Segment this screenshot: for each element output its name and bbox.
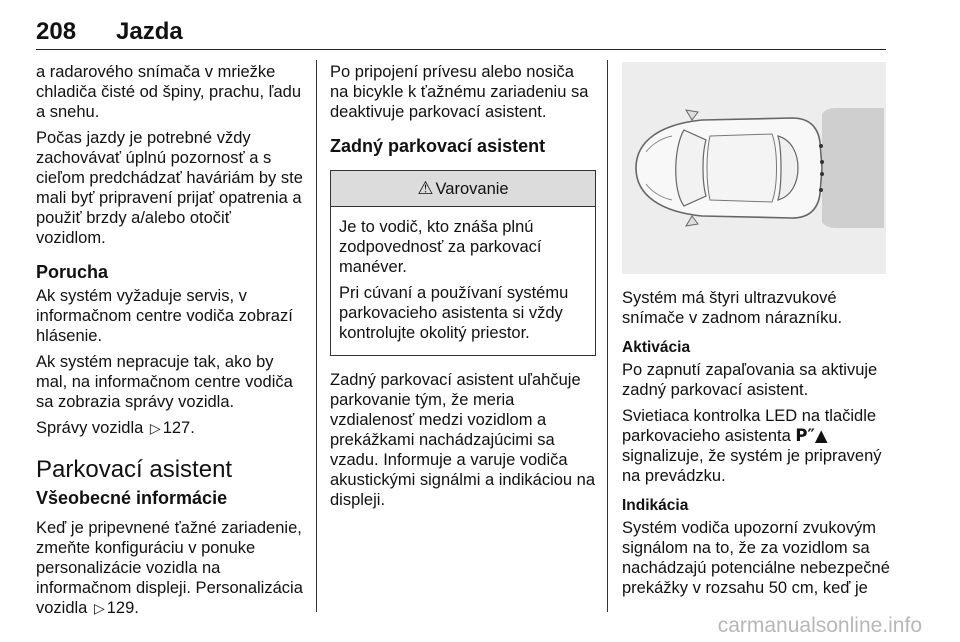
page-reference[interactable]: 127. [162, 419, 195, 437]
figure-caption: Systém má štyri ultrazvukové snímače v zadnom nárazníku. [622, 289, 843, 327]
column-divider-1 [316, 60, 317, 612]
paragraph: Ak systém vyžaduje servis, v informačnom centre vodiča zobrazí hlásenie. [36, 287, 293, 345]
page-reference[interactable]: 129. [106, 599, 139, 617]
page-header [36, 14, 886, 50]
warning-box [330, 170, 596, 356]
heading-parking-assist: Parkovací asistent [36, 456, 233, 483]
warning-body [331, 207, 595, 355]
column-divider-2 [607, 60, 608, 612]
page-number: 208 [36, 18, 77, 45]
paragraph: Pri cúvaní a používaní systému parkovacieho asistenta si vždy kontrolujte okolitý priestor. [339, 284, 569, 342]
column-2 [330, 62, 596, 516]
heading-rear-parking-assist: Zadný parkovací asistent [330, 136, 546, 156]
car-top-view-icon [622, 62, 886, 274]
paragraph: Po zapnutí zapaľovania sa aktivuje zadný parkovací asistent. [622, 361, 878, 399]
paragraph: Počas jazdy je potrebné vždy zachovávať úplnú pozornosť a s cieľom predchádzať haváriám by ste mali byť pripravení prijať opatrenia a použiť brzdy a/alebo otočiť vozidlom. [36, 129, 303, 247]
paragraph: Je to vodič, kto znáša plnú zodpovednosť za parkovací manéver. [339, 218, 542, 276]
paragraph-led: Svietiaca kontrolka LED na tlačidle parkovacieho asistenta P″▲ signalizuje, že systém je pripravený na prevádzku. [622, 407, 882, 485]
paragraph-vehicle-messages: Správy vozidla ▷ 127. [36, 419, 195, 437]
heading-fault: Porucha [36, 262, 109, 282]
heading-indication: Indikácia [622, 497, 689, 514]
section-title: Jazda [116, 18, 183, 45]
warning-triangle-icon: ⚠ [417, 177, 434, 199]
paragraph: Po pripojení prívesu alebo nosiča na bicykle k ťažnému zariadeniu sa deaktivuje parkovací asistent. [330, 63, 589, 121]
warning-header [331, 171, 595, 207]
paragraph: a radarového snímača v mriežke chladiča čisté od špiny, prachu, ľadu a snehu. [36, 63, 301, 121]
paragraph: Ak systém nepracuje tak, ako by mal, na informačnom centre vodiča sa zobrazia správy vozidla. [36, 353, 293, 411]
paragraph-personalization: Keď je pripevnené ťažné zariadenie, zmeňte konfiguráciu v ponuke personalizácie vozidla na informačnom displeji. Personalizácia vozidla ▷ 129. [36, 519, 303, 617]
heading-general-info: Všeobecné informácie [36, 488, 228, 508]
warning-title: Varovanie [435, 179, 509, 198]
ref-arrow-icon: ▷ [149, 420, 161, 436]
column-3 [622, 62, 890, 604]
heading-activation: Aktivácia [622, 339, 691, 356]
paragraph: Systém vodiča upozorní zvukovým signálom na to, že za vozidlom sa nachádzajú potenciálne nebezpečné prekážky v rozsahu 50 cm, keď je [622, 519, 890, 597]
park-assist-icon: P″▲ [795, 426, 828, 445]
ref-arrow-icon: ▷ [93, 600, 105, 616]
watermark: carmanualsonline.info [717, 614, 922, 637]
column-1 [36, 62, 304, 624]
paragraph: Zadný parkovací asistent uľahčuje parkovanie tým, že meria vzdialenosť medzi vozidlom a prekážkami nachádzajúcimi sa vzadu. Informuje a varuje vodiča akustickými signálmi a indikáciou na displeji. [330, 371, 596, 509]
car-sensor-illustration [622, 62, 886, 274]
